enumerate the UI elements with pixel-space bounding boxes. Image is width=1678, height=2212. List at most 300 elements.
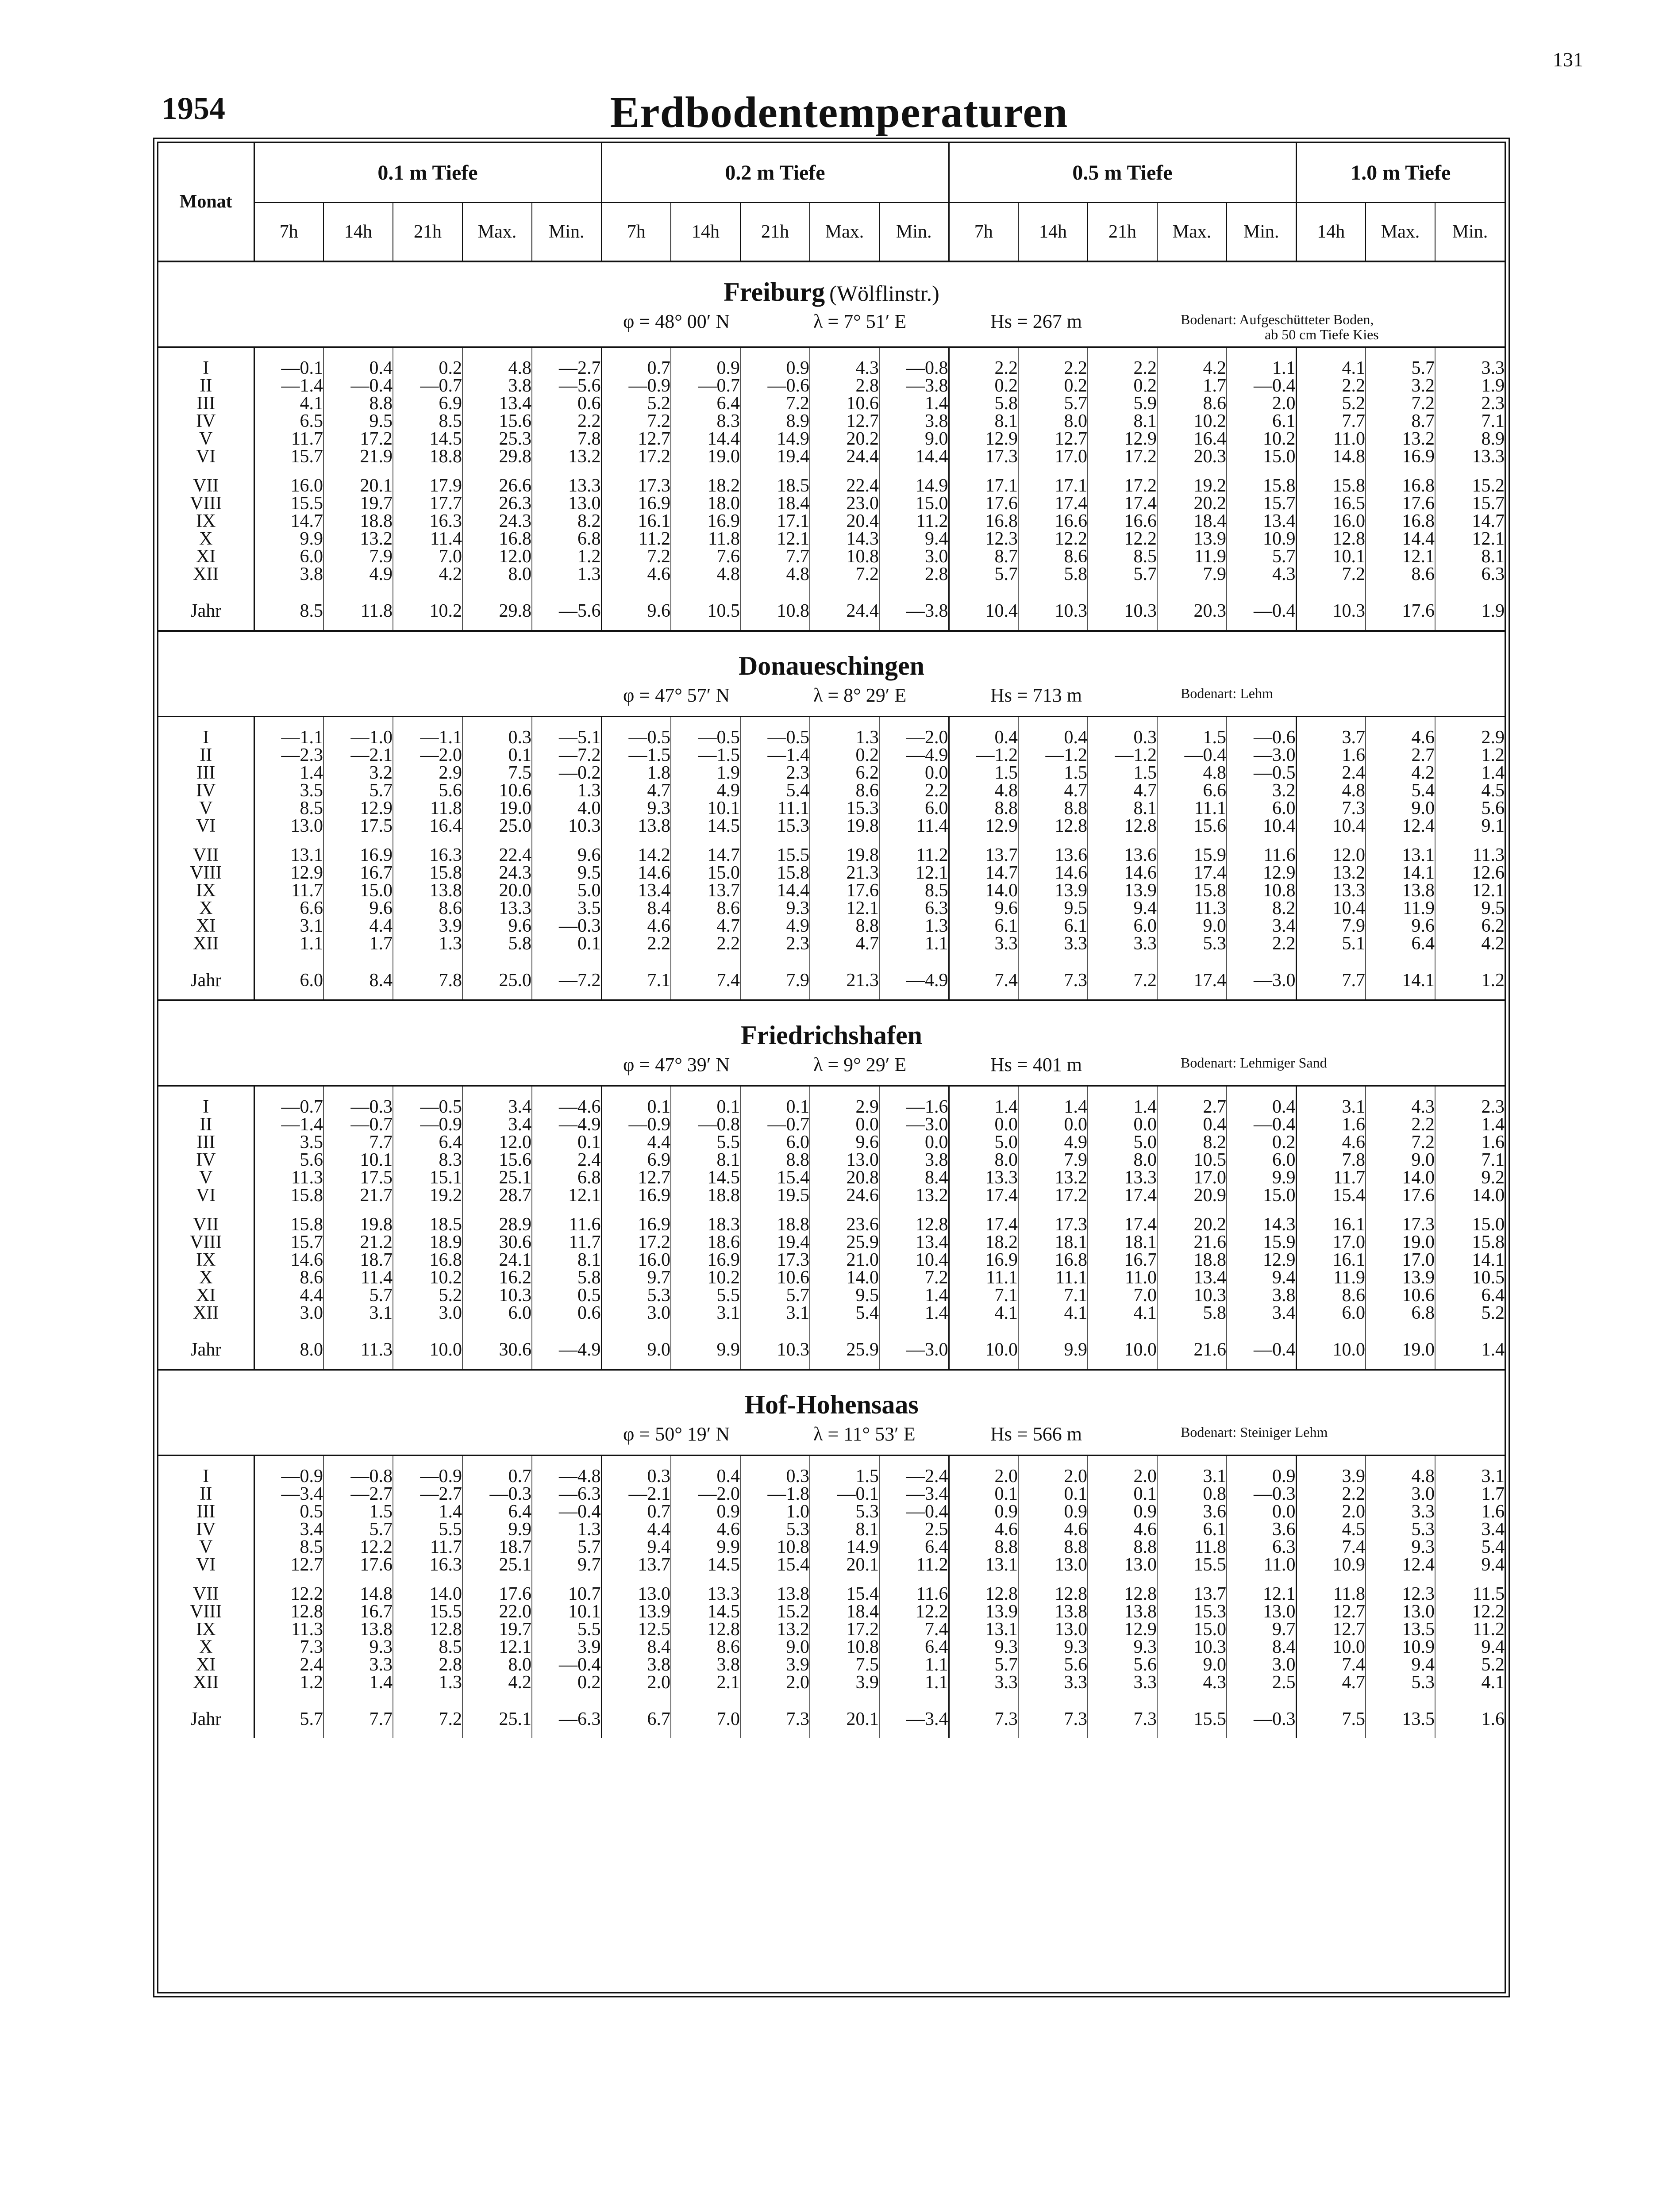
value-cell: 4.1 bbox=[254, 395, 323, 412]
column-header: Max. bbox=[462, 203, 532, 261]
table-row bbox=[158, 952, 1505, 1000]
value-cell: 22.0 bbox=[462, 1603, 532, 1621]
value-cell: 6.3 bbox=[879, 899, 949, 917]
month-cell: X bbox=[199, 529, 213, 549]
station-soil-type: Bodenart: Lehm bbox=[1181, 685, 1273, 701]
value-cell: —0.6 bbox=[1227, 717, 1296, 747]
value-cell: 10.3 bbox=[1157, 1286, 1227, 1304]
value-cell: 8.0 bbox=[1088, 1151, 1157, 1169]
station-latitude: φ = 48° 00′ N bbox=[623, 310, 730, 332]
month-cell: III bbox=[196, 393, 216, 414]
station-header-row bbox=[158, 261, 1505, 347]
value-cell: 13.4 bbox=[1227, 512, 1296, 530]
value-cell: 0.4 bbox=[1018, 717, 1088, 747]
depth-0-2m-header: 0.2 m Tiefe bbox=[601, 143, 949, 203]
value-cell: —3.8 bbox=[879, 583, 949, 631]
value-cell: —1.0 bbox=[323, 717, 393, 747]
value-cell: 13.0 bbox=[1018, 1556, 1088, 1574]
value-cell: 17.0 bbox=[1157, 1169, 1227, 1187]
value-cell: 13.2 bbox=[323, 530, 393, 548]
value-cell: —7.2 bbox=[532, 746, 601, 764]
value-cell: 0.2 bbox=[810, 746, 879, 764]
month-cell: II bbox=[200, 1114, 212, 1135]
value-cell: 4.7 bbox=[671, 917, 740, 935]
value-cell: 10.8 bbox=[810, 1638, 879, 1656]
value-cell: —0.4 bbox=[1227, 377, 1296, 395]
value-cell: 0.1 bbox=[1088, 1485, 1157, 1503]
value-cell: 17.3 bbox=[740, 1251, 810, 1269]
value-cell: —0.4 bbox=[1227, 583, 1296, 631]
value-cell: 4.9 bbox=[1018, 1133, 1088, 1151]
value-cell: 8.4 bbox=[601, 1638, 671, 1656]
value-cell: 16.2 bbox=[462, 1269, 532, 1286]
value-cell: 15.8 bbox=[1227, 465, 1296, 495]
value-cell: 10.9 bbox=[1366, 1638, 1435, 1656]
value-cell: 5.6 bbox=[393, 782, 462, 799]
value-cell: 14.4 bbox=[740, 882, 810, 899]
value-cell: 15.4 bbox=[810, 1574, 879, 1603]
value-cell: 13.9 bbox=[1366, 1269, 1435, 1286]
value-cell: 7.2 bbox=[740, 395, 810, 412]
value-cell: 15.0 bbox=[1435, 1204, 1505, 1233]
value-cell: 7.6 bbox=[671, 548, 740, 565]
value-cell: 10.9 bbox=[1296, 1556, 1366, 1574]
value-cell: 17.4 bbox=[1088, 1204, 1157, 1233]
value-cell: 14.5 bbox=[393, 430, 462, 448]
value-cell: 3.8 bbox=[879, 1151, 949, 1169]
value-cell: 5.2 bbox=[1435, 1656, 1505, 1674]
value-cell: 18.6 bbox=[671, 1233, 740, 1251]
value-cell: —4.6 bbox=[532, 1086, 601, 1116]
value-cell: 9.6 bbox=[462, 917, 532, 935]
value-cell: 13.4 bbox=[879, 1233, 949, 1251]
table-row bbox=[158, 1286, 1505, 1304]
value-cell: 5.2 bbox=[393, 1286, 462, 1304]
value-cell: 17.1 bbox=[740, 512, 810, 530]
value-cell: 9.9 bbox=[671, 1322, 740, 1370]
value-cell: 6.8 bbox=[1366, 1304, 1435, 1322]
value-cell: 14.8 bbox=[323, 1574, 393, 1603]
value-cell: 12.2 bbox=[1018, 530, 1088, 548]
value-cell: 17.4 bbox=[1088, 495, 1157, 512]
value-cell: 12.7 bbox=[254, 1556, 323, 1574]
value-cell: 10.9 bbox=[1227, 530, 1296, 548]
value-cell: 1.6 bbox=[1435, 1691, 1505, 1738]
month-cell: II bbox=[200, 376, 212, 396]
value-cell: 20.0 bbox=[462, 882, 532, 899]
value-cell: 4.4 bbox=[601, 1133, 671, 1151]
value-cell: 11.1 bbox=[740, 799, 810, 817]
value-cell: 2.1 bbox=[671, 1674, 740, 1691]
value-cell: 12.4 bbox=[1366, 1556, 1435, 1574]
value-cell: 3.6 bbox=[1227, 1521, 1296, 1538]
value-cell: 3.8 bbox=[879, 412, 949, 430]
value-cell: 8.4 bbox=[601, 899, 671, 917]
value-cell: —5.6 bbox=[532, 377, 601, 395]
month-cell: VIII bbox=[190, 1601, 222, 1622]
value-cell: 15.8 bbox=[1435, 1233, 1505, 1251]
value-cell: 7.1 bbox=[949, 1286, 1018, 1304]
value-cell: 8.6 bbox=[393, 899, 462, 917]
value-cell: 12.7 bbox=[810, 412, 879, 430]
value-cell: 16.0 bbox=[254, 465, 323, 495]
value-cell: 8.5 bbox=[879, 882, 949, 899]
value-cell: 3.1 bbox=[254, 917, 323, 935]
month-cell: IV bbox=[196, 1150, 216, 1170]
table-row bbox=[158, 412, 1505, 430]
station-soil-type: Bodenart: Steiniger Lehm bbox=[1181, 1424, 1328, 1440]
value-cell: 7.2 bbox=[393, 1691, 462, 1738]
value-cell: 5.7 bbox=[1088, 565, 1157, 583]
value-cell: 12.3 bbox=[949, 530, 1018, 548]
value-cell: 10.5 bbox=[1435, 1269, 1505, 1286]
value-cell: 17.6 bbox=[1366, 583, 1435, 631]
value-cell: 10.0 bbox=[1296, 1638, 1366, 1656]
value-cell: 14.4 bbox=[671, 430, 740, 448]
value-cell: 6.1 bbox=[949, 917, 1018, 935]
table-row bbox=[158, 817, 1505, 835]
value-cell: 10.6 bbox=[810, 395, 879, 412]
value-cell: 4.9 bbox=[740, 917, 810, 935]
value-cell: 12.9 bbox=[254, 864, 323, 882]
value-cell: 4.0 bbox=[532, 799, 601, 817]
value-cell: 2.2 bbox=[1366, 1116, 1435, 1133]
value-cell: 14.3 bbox=[810, 530, 879, 548]
value-cell: 1.5 bbox=[1157, 717, 1227, 747]
value-cell: —3.4 bbox=[879, 1691, 949, 1738]
value-cell: 2.4 bbox=[532, 1151, 601, 1169]
value-cell: 29.8 bbox=[462, 583, 532, 631]
station-longitude: λ = 8° 29′ E bbox=[813, 684, 907, 706]
value-cell: 3.8 bbox=[671, 1656, 740, 1674]
value-cell: 15.0 bbox=[1227, 1187, 1296, 1204]
value-cell: 11.1 bbox=[1018, 1269, 1088, 1286]
value-cell: 5.5 bbox=[532, 1621, 601, 1638]
value-cell: 19.2 bbox=[1157, 465, 1227, 495]
column-header: Max. bbox=[810, 203, 879, 261]
value-cell: 20.9 bbox=[1157, 1187, 1227, 1204]
value-cell: 16.8 bbox=[1366, 512, 1435, 530]
value-cell: 13.8 bbox=[740, 1574, 810, 1603]
value-cell: 20.2 bbox=[1157, 495, 1227, 512]
value-cell: 15.5 bbox=[254, 495, 323, 512]
value-cell: 9.4 bbox=[1088, 899, 1157, 917]
value-cell: 8.8 bbox=[1088, 1538, 1157, 1556]
value-cell: 15.9 bbox=[1157, 835, 1227, 864]
value-cell: 16.8 bbox=[462, 530, 532, 548]
value-cell: 11.3 bbox=[254, 1169, 323, 1187]
value-cell: 0.2 bbox=[1088, 377, 1157, 395]
value-cell: 4.1 bbox=[1088, 1304, 1157, 1322]
value-cell: 1.4 bbox=[1435, 1322, 1505, 1370]
value-cell: 25.9 bbox=[810, 1233, 879, 1251]
month-cell: VII bbox=[193, 1214, 219, 1235]
value-cell: 8.1 bbox=[1088, 799, 1157, 817]
value-cell: —0.4 bbox=[532, 1656, 601, 1674]
value-cell: 2.4 bbox=[254, 1656, 323, 1674]
month-cell: VI bbox=[196, 1555, 216, 1575]
value-cell: —0.7 bbox=[393, 377, 462, 395]
value-cell: 6.4 bbox=[671, 395, 740, 412]
value-cell: 4.6 bbox=[949, 1521, 1018, 1538]
value-cell: 2.3 bbox=[740, 935, 810, 952]
value-cell: 6.4 bbox=[879, 1538, 949, 1556]
value-cell: 4.6 bbox=[671, 1521, 740, 1538]
table-row bbox=[158, 1455, 1505, 1486]
value-cell: 2.0 bbox=[601, 1674, 671, 1691]
value-cell: 9.4 bbox=[1366, 1656, 1435, 1674]
value-cell: 9.9 bbox=[254, 530, 323, 548]
table-row bbox=[158, 1638, 1505, 1656]
value-cell: 2.7 bbox=[1157, 1086, 1227, 1116]
table-row bbox=[158, 1269, 1505, 1286]
table-row bbox=[158, 430, 1505, 448]
value-cell: 12.2 bbox=[1435, 1603, 1505, 1621]
value-cell: 12.1 bbox=[1366, 548, 1435, 565]
value-cell: 10.3 bbox=[1296, 583, 1366, 631]
value-cell: 8.6 bbox=[254, 1269, 323, 1286]
value-cell: 10.1 bbox=[671, 799, 740, 817]
value-cell: 9.0 bbox=[1157, 1656, 1227, 1674]
value-cell: 12.1 bbox=[532, 1187, 601, 1204]
value-cell: 16.9 bbox=[601, 1204, 671, 1233]
value-cell: 25.1 bbox=[462, 1556, 532, 1574]
table-row bbox=[158, 583, 1505, 631]
column-header: 21h bbox=[1088, 203, 1157, 261]
value-cell: 1.4 bbox=[393, 1503, 462, 1521]
value-cell: 4.8 bbox=[462, 347, 532, 377]
value-cell: 8.6 bbox=[1366, 565, 1435, 583]
value-cell: 15.2 bbox=[1435, 465, 1505, 495]
value-cell: 25.0 bbox=[462, 817, 532, 835]
value-cell: 16.8 bbox=[1366, 465, 1435, 495]
value-cell: 2.8 bbox=[879, 565, 949, 583]
value-cell: 0.7 bbox=[601, 1503, 671, 1521]
value-cell: —0.8 bbox=[671, 1116, 740, 1133]
value-cell: 12.9 bbox=[323, 799, 393, 817]
value-cell: 2.5 bbox=[1227, 1674, 1296, 1691]
value-cell: 17.2 bbox=[810, 1621, 879, 1638]
value-cell: 20.1 bbox=[810, 1691, 879, 1738]
value-cell: 20.3 bbox=[1157, 448, 1227, 465]
value-cell: 17.5 bbox=[323, 817, 393, 835]
value-cell: 4.1 bbox=[1018, 1304, 1088, 1322]
value-cell: 12.7 bbox=[601, 430, 671, 448]
value-cell: 19.4 bbox=[740, 1233, 810, 1251]
value-cell: 6.1 bbox=[1227, 412, 1296, 430]
station-header-row bbox=[158, 1370, 1505, 1455]
value-cell: 7.3 bbox=[1018, 1691, 1088, 1738]
value-cell: 5.8 bbox=[532, 1269, 601, 1286]
value-cell: 13.9 bbox=[949, 1603, 1018, 1621]
value-cell: 0.4 bbox=[1227, 1086, 1296, 1116]
value-cell: 0.1 bbox=[532, 1133, 601, 1151]
value-cell: 8.8 bbox=[323, 395, 393, 412]
value-cell: —0.3 bbox=[323, 1086, 393, 1116]
value-cell: 19.0 bbox=[462, 799, 532, 817]
value-cell: 7.3 bbox=[1088, 1691, 1157, 1738]
value-cell: 1.9 bbox=[1435, 583, 1505, 631]
value-cell: 19.7 bbox=[323, 495, 393, 512]
value-cell: 12.8 bbox=[879, 1204, 949, 1233]
value-cell: 14.7 bbox=[949, 864, 1018, 882]
value-cell: 0.0 bbox=[1088, 1116, 1157, 1133]
value-cell: 3.9 bbox=[532, 1638, 601, 1656]
value-cell: 1.1 bbox=[879, 935, 949, 952]
value-cell: 3.4 bbox=[462, 1116, 532, 1133]
value-cell: 1.3 bbox=[393, 1674, 462, 1691]
value-cell: 18.5 bbox=[740, 465, 810, 495]
value-cell: 8.1 bbox=[532, 1251, 601, 1269]
value-cell: 8.9 bbox=[740, 412, 810, 430]
value-cell: 0.7 bbox=[462, 1455, 532, 1486]
value-cell: 10.1 bbox=[532, 1603, 601, 1621]
value-cell: 10.8 bbox=[740, 583, 810, 631]
value-cell: 0.3 bbox=[601, 1455, 671, 1486]
table-row bbox=[158, 746, 1505, 764]
value-cell: 9.3 bbox=[1366, 1538, 1435, 1556]
value-cell: 9.7 bbox=[601, 1269, 671, 1286]
value-cell: 14.7 bbox=[254, 512, 323, 530]
value-cell: 5.6 bbox=[1018, 1656, 1088, 1674]
value-cell: 16.0 bbox=[1296, 512, 1366, 530]
value-cell: 13.0 bbox=[1088, 1556, 1157, 1574]
value-cell: 15.3 bbox=[1157, 1603, 1227, 1621]
value-cell: 15.7 bbox=[1435, 495, 1505, 512]
value-cell: 13.9 bbox=[601, 1603, 671, 1621]
value-cell: 19.0 bbox=[671, 448, 740, 465]
value-cell: 4.2 bbox=[1366, 764, 1435, 782]
value-cell: 9.5 bbox=[323, 412, 393, 430]
value-cell: 16.3 bbox=[393, 835, 462, 864]
value-cell: 7.9 bbox=[740, 952, 810, 1000]
month-cell: VII bbox=[193, 845, 219, 865]
value-cell: 8.2 bbox=[1227, 899, 1296, 917]
value-cell: 6.8 bbox=[532, 1169, 601, 1187]
value-cell: —4.9 bbox=[532, 1116, 601, 1133]
value-cell: 4.2 bbox=[462, 1674, 532, 1691]
value-cell: 8.6 bbox=[671, 1638, 740, 1656]
value-cell: 8.2 bbox=[1157, 1133, 1227, 1151]
month-cell: I bbox=[203, 727, 209, 748]
value-cell: —1.5 bbox=[671, 746, 740, 764]
value-cell: 3.8 bbox=[601, 1656, 671, 1674]
station-altitude: Hs = 566 m bbox=[990, 1423, 1082, 1445]
value-cell: 21.3 bbox=[810, 952, 879, 1000]
value-cell: 3.4 bbox=[462, 1086, 532, 1116]
value-cell: 13.1 bbox=[949, 1556, 1018, 1574]
value-cell: 8.0 bbox=[462, 1656, 532, 1674]
station-header-row bbox=[158, 631, 1505, 717]
value-cell: 10.5 bbox=[671, 583, 740, 631]
value-cell: 15.6 bbox=[462, 1151, 532, 1169]
table-row bbox=[158, 565, 1505, 583]
value-cell: 4.6 bbox=[1366, 717, 1435, 747]
value-cell: 3.5 bbox=[532, 899, 601, 917]
value-cell: 10.8 bbox=[810, 548, 879, 565]
value-cell: —0.4 bbox=[532, 1503, 601, 1521]
value-cell: 12.1 bbox=[462, 1638, 532, 1656]
value-cell: 12.7 bbox=[1296, 1621, 1366, 1638]
value-cell: —0.5 bbox=[601, 717, 671, 747]
table-row bbox=[158, 530, 1505, 548]
value-cell: 1.2 bbox=[1435, 952, 1505, 1000]
value-cell: 10.8 bbox=[1227, 882, 1296, 899]
value-cell: 8.8 bbox=[1018, 799, 1088, 817]
value-cell: 12.9 bbox=[1227, 864, 1296, 882]
value-cell: 2.4 bbox=[1296, 764, 1366, 782]
value-cell: 16.0 bbox=[601, 1251, 671, 1269]
value-cell: 1.6 bbox=[1435, 1133, 1505, 1151]
value-cell: 14.0 bbox=[393, 1574, 462, 1603]
value-cell: 1.2 bbox=[1435, 746, 1505, 764]
value-cell: 26.6 bbox=[462, 465, 532, 495]
value-cell: 12.0 bbox=[1296, 835, 1366, 864]
value-cell: 13.8 bbox=[393, 882, 462, 899]
value-cell: 2.2 bbox=[1296, 1485, 1366, 1503]
value-cell: 12.4 bbox=[1366, 817, 1435, 835]
value-cell: 12.6 bbox=[1435, 864, 1505, 882]
value-cell: 15.6 bbox=[462, 412, 532, 430]
value-cell: 12.8 bbox=[393, 1621, 462, 1638]
value-cell: 3.5 bbox=[254, 782, 323, 799]
value-cell: 7.2 bbox=[810, 565, 879, 583]
value-cell: 2.7 bbox=[1366, 746, 1435, 764]
station-longitude: λ = 9° 29′ E bbox=[813, 1054, 907, 1075]
value-cell: 15.0 bbox=[671, 864, 740, 882]
value-cell: 3.3 bbox=[1088, 935, 1157, 952]
value-cell: 15.8 bbox=[254, 1187, 323, 1204]
value-cell: 22.4 bbox=[462, 835, 532, 864]
value-cell: 2.5 bbox=[879, 1521, 949, 1538]
value-cell: 4.3 bbox=[1227, 565, 1296, 583]
value-cell: 14.2 bbox=[601, 835, 671, 864]
value-cell: 10.2 bbox=[1157, 412, 1227, 430]
value-cell: 2.0 bbox=[949, 1455, 1018, 1486]
value-cell: 3.4 bbox=[1227, 1304, 1296, 1322]
month-cell: V bbox=[199, 429, 213, 449]
value-cell: 4.7 bbox=[810, 935, 879, 952]
value-cell: —1.2 bbox=[1088, 746, 1157, 764]
value-cell: 18.8 bbox=[1157, 1251, 1227, 1269]
value-cell: 3.1 bbox=[1157, 1455, 1227, 1486]
value-cell: 10.1 bbox=[323, 1151, 393, 1169]
value-cell: 13.9 bbox=[1018, 882, 1088, 899]
value-cell: 1.4 bbox=[1435, 764, 1505, 782]
value-cell: 21.2 bbox=[323, 1233, 393, 1251]
value-cell: 0.9 bbox=[671, 1503, 740, 1521]
value-cell: 3.2 bbox=[1366, 377, 1435, 395]
depth-0-5m-header: 0.5 m Tiefe bbox=[949, 143, 1296, 203]
header-sub-row bbox=[158, 203, 1505, 261]
value-cell: 5.3 bbox=[1366, 1674, 1435, 1691]
value-cell: 1.5 bbox=[1018, 764, 1088, 782]
value-cell: 9.5 bbox=[1435, 899, 1505, 917]
value-cell: 14.0 bbox=[1366, 1169, 1435, 1187]
station-altitude: Hs = 401 m bbox=[990, 1054, 1082, 1075]
value-cell: 23.6 bbox=[810, 1204, 879, 1233]
value-cell: 16.3 bbox=[393, 1556, 462, 1574]
value-cell: 3.4 bbox=[1435, 1521, 1505, 1538]
value-cell: 1.4 bbox=[879, 1304, 949, 1322]
value-cell: 7.4 bbox=[949, 952, 1018, 1000]
value-cell: 9.0 bbox=[1366, 1151, 1435, 1169]
value-cell: 3.3 bbox=[1018, 935, 1088, 952]
value-cell: —7.2 bbox=[532, 952, 601, 1000]
value-cell: 5.3 bbox=[1366, 1521, 1435, 1538]
table-row bbox=[158, 347, 1505, 377]
value-cell: 1.5 bbox=[323, 1503, 393, 1521]
